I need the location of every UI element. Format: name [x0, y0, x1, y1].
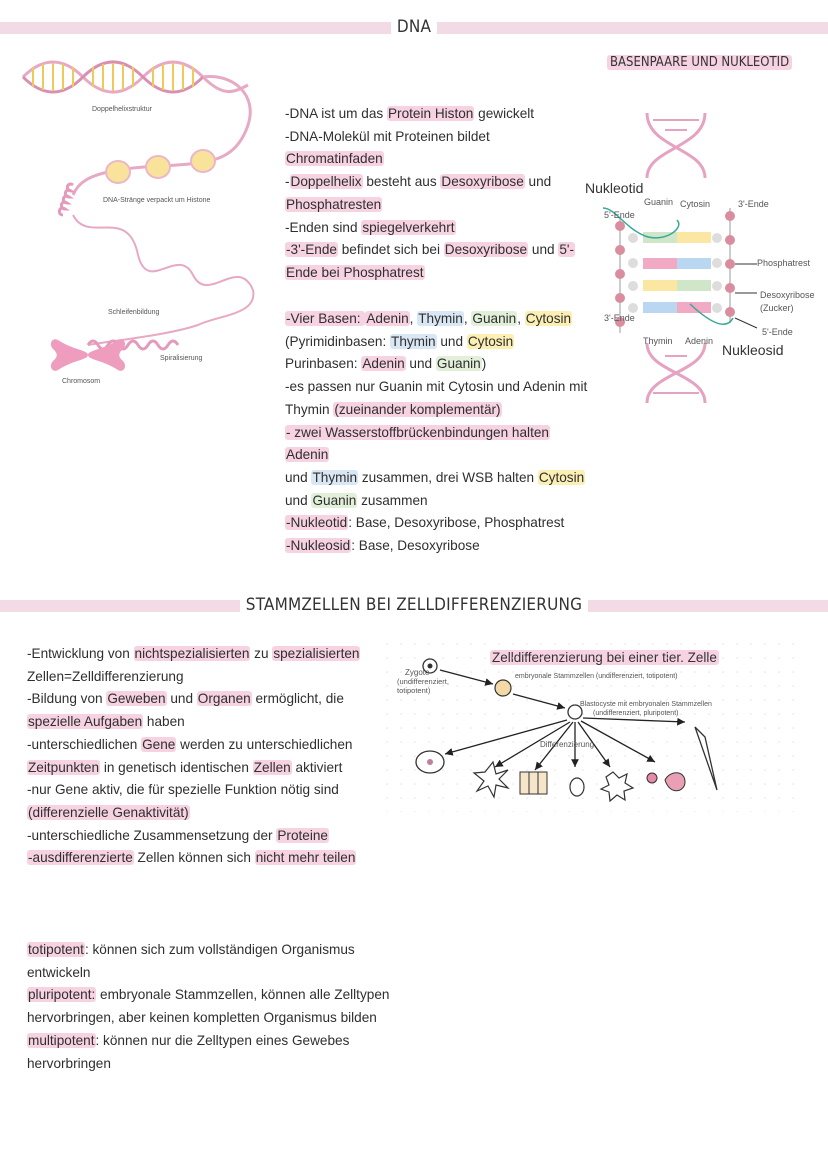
- note-line: entwickeln: [27, 964, 91, 980]
- note-line: -3'-Ende befindet sich bei Desoxyribose und 5'-: [286, 242, 575, 258]
- note-line: totipotent: können sich zum vollständigen Organismus: [28, 942, 355, 957]
- note-line: -DNA-Molekül mit Proteinen bildet Chromatinfaden: [285, 128, 490, 167]
- note-line: hervorbringen, aber keinen kompletten Organismus bilden: [27, 1010, 377, 1026]
- section-title-dna: DNA: [0, 17, 828, 37]
- label-guanin: Guanin: [644, 197, 674, 207]
- label-3-ende-top: 3'-Ende: [738, 199, 769, 209]
- note-line: Ende bei Phosphatrest: [286, 264, 424, 280]
- note-line: -Bildung von Geweben und Organen ermöglicht, die: [27, 691, 344, 707]
- basepair-figure-title: BASENPAARE UND NUKLEOTID: [607, 55, 792, 70]
- label-5-ende-right: 5'-Ende: [762, 327, 793, 337]
- note-line: -Nukleotid: Base, Desoxyribose, Phosphatrest: [286, 515, 565, 531]
- note-line: (Pyrimidinbasen: Thymin und Cytosin: [285, 333, 514, 349]
- note-line: Purinbasen: Adenin und Guanin): [285, 356, 487, 372]
- note-line: Phosphatresten: [286, 196, 382, 212]
- note-line: -Nukleosid: Base, Desoxyribose: [286, 538, 480, 554]
- label-histone: DNA-Stränge verpackt um Histone: [103, 197, 211, 204]
- note-line: Zellen=Zelldifferenzierung: [27, 668, 184, 684]
- section-title-stammzellen: STAMMZELLEN BEI ZELLDIFFERENZIERUNG: [0, 595, 828, 615]
- note-line: -unterschiedlichen Gene werden zu unterschiedlichen: [27, 736, 353, 752]
- note-line: Zeitpunkten in genetisch identischen Zellen aktiviert: [28, 759, 343, 775]
- note-line: -DNA ist um das Protein Histon gewickelt: [285, 106, 535, 121]
- note-line: -nur Gene aktiv, die für spezielle Funktion nötig sind: [27, 782, 339, 798]
- label-embryo: embryonale Stammzellen (undifferenziert, totipotent): [515, 673, 678, 680]
- note-line: hervorbringen: [27, 1055, 111, 1071]
- label-nukleotid: Nukleotid: [585, 180, 644, 196]
- label-chromosom: Chromosom: [62, 378, 101, 385]
- note-line: (differenzielle Genaktivität): [28, 804, 189, 820]
- label-zygote: Zygote: [405, 668, 430, 677]
- note-line: und Guanin zusammen: [285, 492, 428, 508]
- differentiation-diagram: [385, 642, 805, 812]
- label-differenzierung: Differenzierung: [540, 740, 595, 749]
- potency-definitions: [27, 939, 407, 1075]
- stammzellen-notes: [27, 643, 387, 870]
- label-5-ende-left: 5'-Ende: [604, 210, 635, 220]
- note-line: pluripotent: embryonale Stammzellen, können alle Zelltypen: [28, 987, 390, 1003]
- dna-notes-b: [285, 308, 595, 558]
- label-3-ende-left: 3'-Ende: [604, 313, 635, 323]
- note-line: -unterschiedliche Zusammensetzung der Proteine: [27, 827, 328, 843]
- note-line: -ausdifferenzierte Zellen können sich nicht mehr teilen: [28, 850, 356, 866]
- label-cytosin: Cytosin: [680, 199, 711, 209]
- note-line: -Enden sind spiegelverkehrt: [285, 219, 455, 235]
- label-adenin: Adenin: [685, 336, 714, 346]
- note-line: -Vier Basen: Adenin, Thymin, Guanin, Cytosin: [286, 311, 572, 326]
- label-schleifen: Schleifenbildung: [108, 309, 160, 316]
- note-line: -es passen nur Guanin mit Cytosin und Adenin mit: [285, 379, 588, 395]
- label-blasto-sub: (undifferenziert, pluripotent): [593, 710, 679, 717]
- note-line: Thymin (zueinander komplementär): [285, 401, 501, 417]
- label-desoxyribose: Desoxyribose: [760, 290, 815, 300]
- note-line: multipotent: können nur die Zelltypen eines Gewebes: [28, 1032, 350, 1048]
- label-nukleosid: Nukleosid: [722, 342, 784, 358]
- label-zygote-sub: (undifferenziert, totipotent): [397, 677, 449, 695]
- label-blasto: Blastocyste mit embryonalen Stammzellen: [580, 701, 712, 708]
- label-spiral: Spiralisierung: [160, 355, 203, 362]
- label-zucker: (Zucker): [760, 303, 794, 313]
- note-line: -Doppelhelix besteht aus Desoxyribose und: [285, 174, 552, 190]
- note-line: - zwei Wasserstoffbrückenbindungen halten Adenin: [286, 424, 549, 463]
- label-thymin: Thymin: [643, 336, 673, 346]
- label-phosphatrest: Phosphatrest: [757, 258, 811, 268]
- note-line: -Entwicklung von nichtspezialisierten zu spezialisierten: [27, 646, 360, 661]
- label-doppelhelix: Doppelhelixstruktur: [92, 106, 152, 113]
- note-line: spezielle Aufgaben haben: [28, 714, 185, 730]
- note-line: und Thymin zusammen, drei WSB halten Cytosin: [285, 469, 585, 485]
- dna-notes-a: [285, 103, 585, 285]
